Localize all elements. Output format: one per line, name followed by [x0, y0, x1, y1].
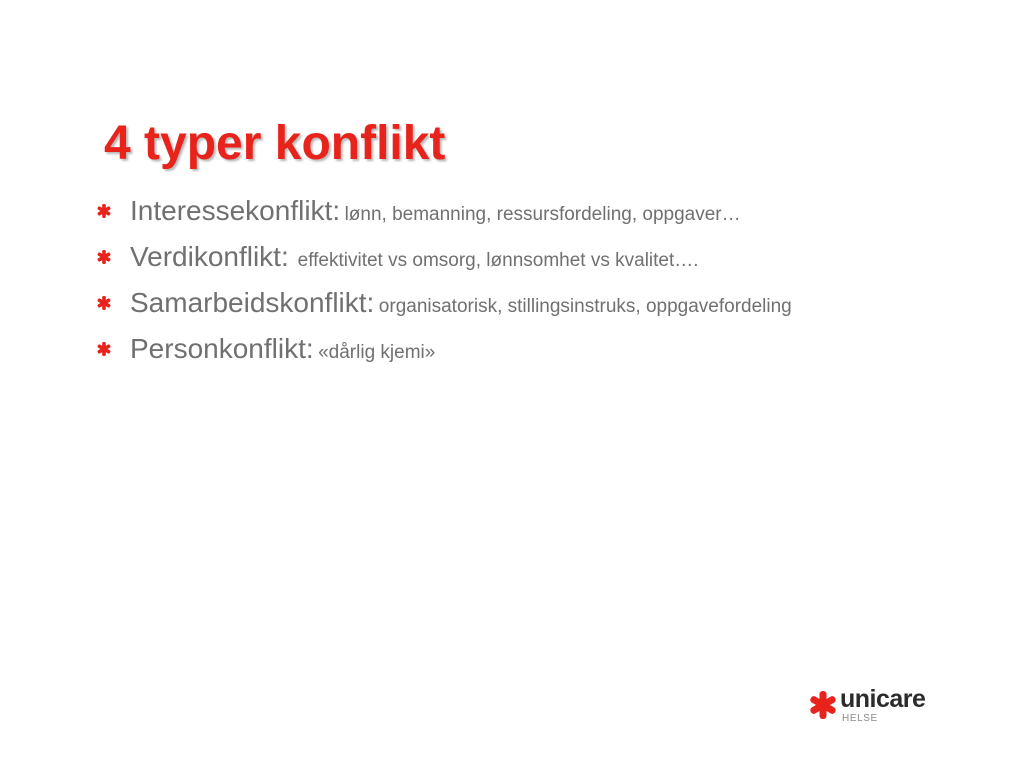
bullet-detail: effektivitet vs omsorg, lønnsomhet vs kvalitet….: [297, 250, 699, 271]
bullet-term: Personkonflikt:: [130, 333, 314, 364]
slide-title: 4 typer konflikt: [104, 117, 446, 170]
logo-subtitle: HELSE: [842, 713, 878, 724]
bullet-text: [130, 331, 916, 367]
bullet-text: [130, 239, 916, 275]
bullet-term: Verdikonflikt:: [130, 241, 289, 272]
bullet-text: [130, 285, 916, 321]
bullet-term: Samarbeidskonflikt:: [130, 287, 375, 318]
bullet-text: [130, 193, 916, 229]
asterisk-icon: [96, 341, 112, 357]
logo-wordmark: unicare: [840, 685, 926, 713]
bullet-detail: lønn, bemanning, ressursfordeling, oppgaver…: [344, 204, 741, 225]
bullet-detail: «dårlig kjemi»: [318, 342, 436, 363]
bullet-detail: organisatorisk, stillingsinstruks, oppgavefordeling: [378, 296, 792, 317]
bullet-item-verdikonflikt: [96, 239, 916, 275]
unicare-logo: [808, 685, 938, 732]
bullet-list: [96, 193, 916, 377]
bullet-item-personkonflikt: [96, 331, 916, 367]
asterisk-icon: [96, 295, 112, 311]
bullet-item-interessekonflikt: [96, 193, 916, 229]
bullet-item-samarbeidskonflikt: [96, 285, 916, 321]
unicare-asterisk-icon: [808, 690, 838, 720]
bullet-term: Interessekonflikt:: [130, 195, 341, 226]
asterisk-icon: [96, 203, 112, 219]
asterisk-icon: [96, 249, 112, 265]
